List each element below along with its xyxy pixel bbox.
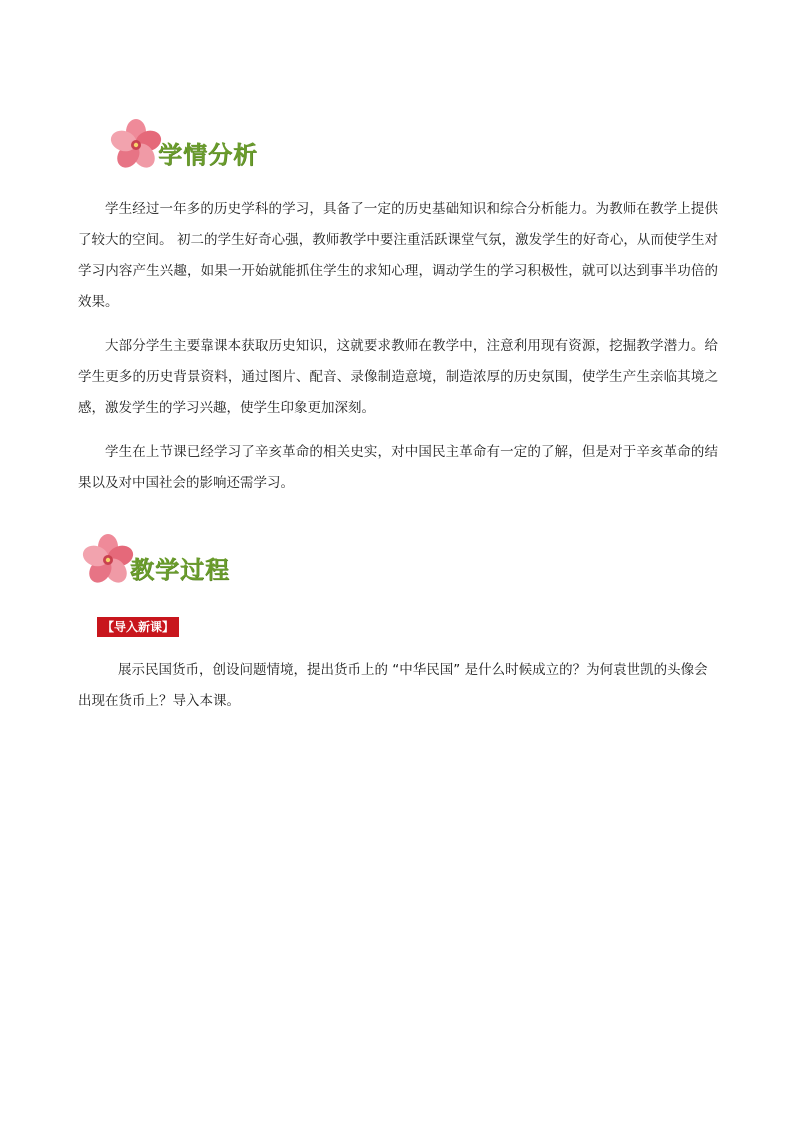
paragraph: 展示民国货币，创设问题情境，提出货币上的 “中华民国” 是什么时候成立的？为何袁世凯的头像会出现在货币上？导入本课。	[78, 662, 708, 709]
section-title: 学情分析	[158, 140, 258, 169]
paragraph: 学生在上节课已经学习了辛亥革命的相关史实，对中国民主革命有一定的了解，但是对于辛亥革命的结果以及对中国社会的影响还需学习。	[78, 444, 718, 491]
section-heading-analysis	[104, 115, 258, 175]
section-title: 教学过程	[130, 555, 230, 584]
paragraph: 学生经过一年多的历史学科的学习，具备了一定的历史基础知识和综合分析能力。为教师在教学上提供了较大的空间。 初二的学生好奇心强，教师教学中要注重活跃课堂气氛，激发学生的好奇心，从而使学生对学习内容产生兴趣，如果一开始就能抓住学生的求知心理，调动学生的学习积极性，就可以达到事半功倍的效果。	[78, 201, 718, 310]
paragraph: 大部分学生主要靠课本获取历史知识，这就要求教师在教学中，注意利用现有资源，挖掘教学潜力。给学生更多的历史背景资料，通过图片、配音、录像制造意境，制造浓厚的历史氛围，使学生产生亲临其境之感，激发学生的学习兴趣，使学生印象更加深刻。	[78, 338, 718, 416]
lesson-intro-tag: 【导入新课】	[97, 617, 179, 637]
section-heading-process	[76, 530, 230, 590]
